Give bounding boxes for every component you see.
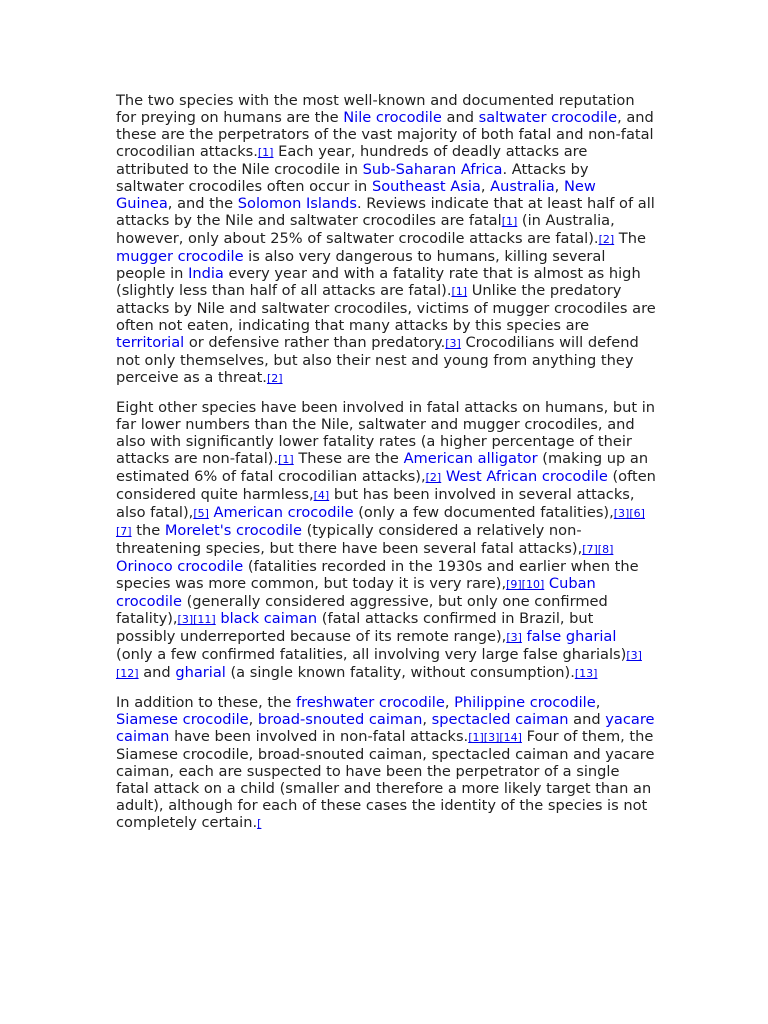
body-text: (making up an estimated 6% of fatal crocodilian attacks), (116, 450, 649, 485)
wiki-link[interactable]: gharial (175, 664, 226, 681)
wiki-link[interactable]: mugger crocodile (116, 248, 244, 265)
wiki-link[interactable]: Orinoco crocodile (116, 558, 244, 575)
wiki-link[interactable]: black caiman (220, 610, 318, 627)
citation-link[interactable]: [3][6][7] (116, 507, 645, 538)
body-text: the (131, 522, 165, 539)
article-paragraph (116, 399, 656, 682)
citation-link[interactable]: [2] (425, 471, 442, 484)
body-text: , and the (167, 195, 238, 212)
body-text: is also very dangerous to humans, killing several people in (116, 248, 606, 282)
body-text: The (614, 230, 646, 247)
body-text: (fatal attacks confirmed in Brazil, but possibly underreported because of its remote range), (116, 610, 594, 645)
body-text: have been involved in non-fatal attacks. (169, 728, 469, 745)
wiki-link[interactable]: freshwater crocodile (296, 694, 445, 711)
body-text: and (441, 109, 479, 126)
body-text: (only a few confirmed fatalities, all involving very large false gharials) (116, 646, 627, 663)
wiki-link[interactable]: India (188, 265, 224, 282)
article-paragraph (116, 694, 656, 832)
body-text: . Attacks by saltwater crocodiles often occur in (116, 161, 589, 195)
wiki-link[interactable]: Solomon Islands (237, 195, 357, 212)
body-text: Unlike the predatory attacks by Nile and saltwater crocodiles, victims of mugger crocodiles are often not eaten, indicating that many attacks by this species are (116, 282, 656, 334)
body-text: but has been involved in several attacks, also fatal), (116, 486, 635, 521)
citation-link[interactable]: [9][10] (506, 578, 545, 591)
citation-link[interactable]: [2] (598, 233, 615, 246)
citation-link[interactable]: [1] (501, 215, 518, 228)
wiki-link[interactable]: Southeast Asia (371, 178, 481, 195)
citation-link[interactable]: [ (257, 817, 262, 830)
citation-link[interactable]: [4] (313, 489, 330, 502)
body-text: Each year, hundreds of deadly attacks are attributed to the Nile crocodile in (116, 143, 588, 178)
wiki-link[interactable]: false gharial (526, 628, 617, 645)
citation-link[interactable]: [3][11] (177, 613, 216, 626)
wiki-link[interactable]: Nile crocodile (343, 109, 442, 126)
wiki-link[interactable]: saltwater crocodile (478, 109, 618, 126)
citation-link[interactable]: [3] (445, 337, 461, 350)
citation-link[interactable]: [3] (506, 631, 522, 644)
wiki-link[interactable]: American crocodile (213, 504, 354, 521)
body-text: (typically considered a relatively non-threatening species, but there have been several fatal attacks), (116, 522, 583, 557)
wiki-link[interactable]: broad-snouted caiman (257, 711, 423, 728)
body-text: , (554, 178, 564, 195)
wiki-link[interactable]: Cuban crocodile (116, 575, 596, 610)
body-text: The two species with the most well-known and documented reputation for preying on humans are the (116, 92, 635, 126)
wiki-link[interactable]: territorial (116, 334, 185, 351)
wiki-link[interactable]: West African crocodile (445, 468, 608, 485)
body-text: These are the (293, 450, 404, 467)
body-text: , (248, 711, 258, 728)
body-text: or defensive rather than predatory. (184, 334, 446, 351)
body-text: (often considered quite harmless, (116, 468, 656, 503)
body-text: Crocodilians will defend not only themselves, but also their nest and young from anything they perceive as a threat. (116, 334, 639, 386)
article-paragraph (116, 92, 656, 387)
wiki-link[interactable]: Australia (490, 178, 555, 195)
wiki-link[interactable]: yacare caiman (116, 711, 655, 745)
body-text: , (422, 711, 432, 728)
body-text: (generally considered aggressive, but only one confirmed fatality), (116, 593, 608, 627)
body-text: (fatalities recorded in the 1930s and earlier when the species was more common, but today it is very rare), (116, 558, 639, 592)
body-text: , (444, 694, 455, 711)
body-text: Eight other species have been involved in fatal attacks on humans, but in far lower numbers than the Nile, saltwater and mugger crocodiles, and also with significantly lower fatality rates (a higher percentage of their attacks are non-fatal). (116, 399, 656, 467)
wiki-link[interactable]: Sub-Saharan Africa (362, 161, 503, 178)
wiki-link[interactable]: spectacled caiman (431, 711, 569, 728)
body-text: every year and with a fatality rate that is almost as high (slightly less than half of all attacks are fatal). (116, 265, 641, 299)
citation-link[interactable]: [1] (451, 285, 468, 298)
body-text: (only a few documented fatalities), (353, 504, 614, 521)
body-text: and (568, 711, 606, 728)
citation-link[interactable]: [1] (257, 146, 274, 159)
body-text: . Reviews indicate that at least half of all attacks by the Nile and saltwater crocodiles are fatal (116, 195, 655, 229)
body-text: (a single known fatality, without consumption). (225, 664, 575, 681)
body-text: (in Australia, however, only about 25% of saltwater crocodile attacks are fatal). (116, 212, 615, 247)
citation-link[interactable]: [7][8] (582, 543, 614, 556)
wiki-link[interactable]: American alligator (403, 450, 538, 467)
citation-link[interactable]: [2] (266, 372, 283, 385)
citation-link[interactable]: [1] (278, 453, 294, 466)
body-text: and (138, 664, 176, 681)
wiki-link[interactable]: Siamese crocodile (116, 711, 249, 728)
body-text: Four of them, the Siamese crocodile, broad-snouted caiman, spectacled caiman and yacare caiman, each are suspected to have been the perpetrator of a single fatal attack on a child (smaller and therefore a more likely target than an adult), although for each of these cases the identity of the species is not completely certain. (116, 728, 655, 831)
body-text: , (595, 694, 601, 711)
body-text: , (480, 178, 491, 195)
wiki-link[interactable]: New Guinea (116, 178, 596, 212)
body-text: , and these are the perpetrators of the vast majority of both fatal and non-fatal crocodilian attacks. (116, 109, 654, 160)
citation-link[interactable]: [5] (193, 507, 209, 520)
wiki-link[interactable]: Philippine crocodile (454, 694, 596, 711)
article-body (116, 92, 656, 844)
body-text: In addition to these, the (116, 694, 296, 711)
citation-link[interactable]: [13] (574, 667, 598, 680)
wiki-link[interactable]: Morelet's crocodile (164, 522, 302, 539)
citation-link[interactable]: [3][12] (116, 649, 642, 680)
citation-link[interactable]: [1][3][14] (468, 731, 522, 744)
